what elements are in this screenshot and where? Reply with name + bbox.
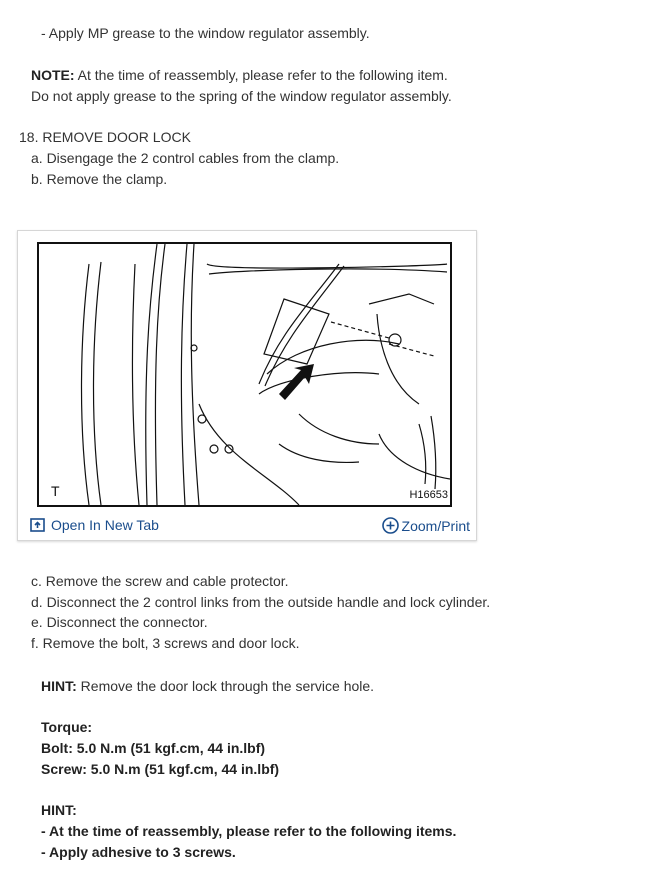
door-lock-diagram[interactable] xyxy=(37,242,452,507)
open-in-new-tab-link[interactable] xyxy=(30,517,159,533)
step-d: d. Disconnect the 2 control links from the outside handle and lock cylinder. xyxy=(31,594,491,610)
open-in-new-tab-icon xyxy=(30,518,45,532)
torque-bolt: Bolt: 5.0 N.m (51 kgf.cm, 44 in.lbf) xyxy=(41,740,266,756)
grease-bullet: - Apply MP grease to the window regulator assembly. xyxy=(41,25,370,41)
hint-1-text: Remove the door lock through the service hole. xyxy=(76,678,375,694)
zoom-print-label: Zoom/Print xyxy=(401,517,470,534)
hint-2-item-2: - Apply adhesive to 3 screws. xyxy=(41,844,236,860)
note-line-2: Do not apply grease to the spring of the window regulator assembly. xyxy=(31,88,452,104)
open-in-new-tab-label: Open In New Tab xyxy=(51,517,159,533)
note-line-1 xyxy=(31,65,448,85)
hint-1 xyxy=(41,676,374,696)
figure-card xyxy=(17,230,477,541)
step-c: c. Remove the screw and cable protector. xyxy=(31,573,289,589)
step-18-title: 18. REMOVE DOOR LOCK xyxy=(19,129,191,145)
figure-code: H16653 xyxy=(409,489,448,501)
note-label: NOTE: xyxy=(31,67,75,83)
zoom-plus-icon xyxy=(382,517,399,534)
step-18-a: a. Disengage the 2 control cables from the clamp. xyxy=(31,150,340,166)
hint-1-label: HINT: xyxy=(41,678,77,694)
zoom-print-link[interactable] xyxy=(382,517,470,534)
step-18-b: b. Remove the clamp. xyxy=(31,171,168,187)
figure-corner-letter: T xyxy=(51,483,60,499)
hint-2-label: HINT: xyxy=(41,802,77,818)
torque-screw: Screw: 5.0 N.m (51 kgf.cm, 44 in.lbf) xyxy=(41,761,280,777)
hint-2-item-1: - At the time of reassembly, please refer to the following items. xyxy=(41,823,457,839)
door-lock-illustration xyxy=(39,244,450,505)
step-e: e. Disconnect the connector. xyxy=(31,614,208,630)
torque-label: Torque: xyxy=(41,719,93,735)
step-f: f. Remove the bolt, 3 screws and door lock. xyxy=(31,635,300,651)
note-text: At the time of reassembly, please refer to the following item. xyxy=(74,67,448,83)
